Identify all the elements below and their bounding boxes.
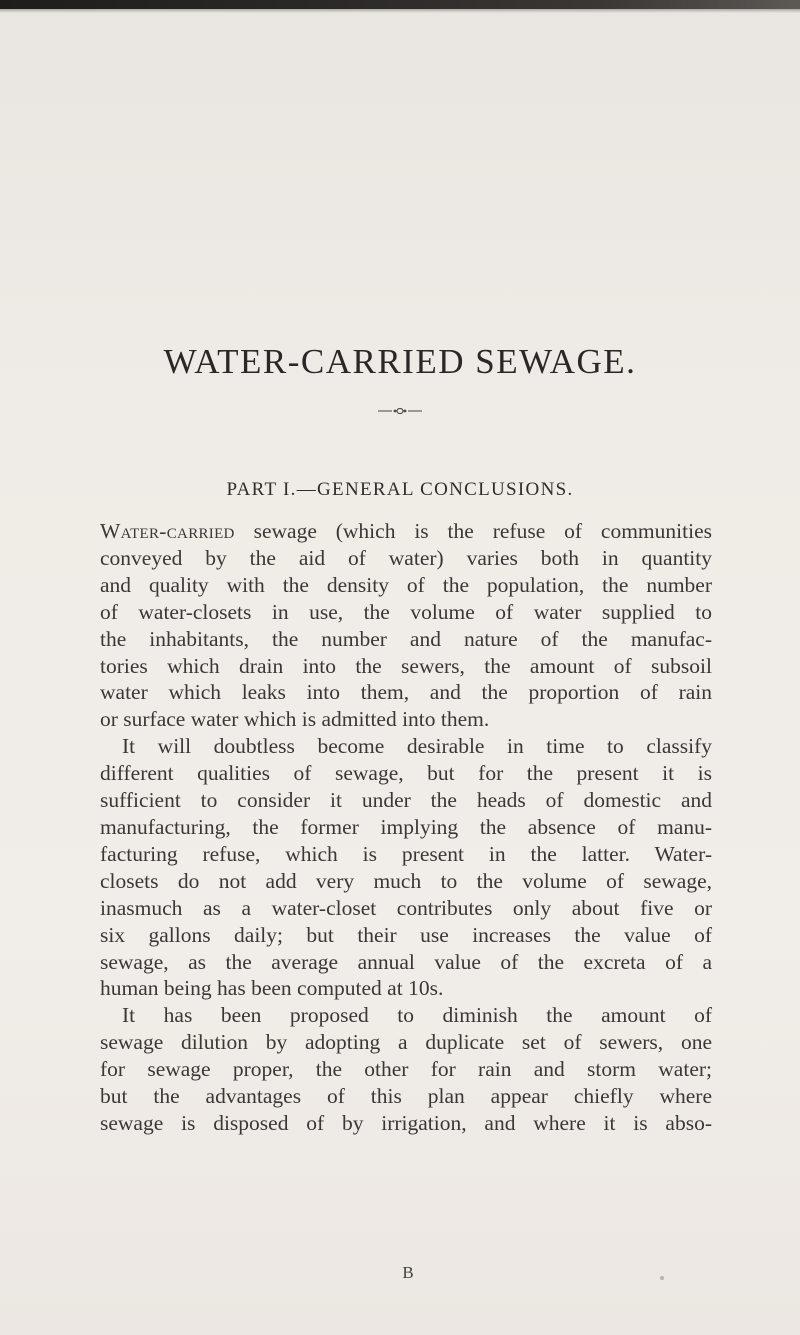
part-heading: PART I.—GENERAL CONCLUSIONS.: [226, 479, 574, 500]
text-line: inasmuch as a water-closet contributes only about five or: [100, 895, 712, 920]
text-line: of water-closets in use, the volume of water supplied to: [100, 599, 712, 624]
lead-smallcaps: Water-carried: [100, 519, 235, 543]
text-line: but the advantages of this plan appear chiefly where: [100, 1084, 712, 1109]
text-line: different qualities of sewage, but for the present it is: [100, 761, 712, 786]
paper-speck: [660, 1276, 664, 1280]
text-line: Water-carried sewage (which is the refuse of communities: [100, 519, 712, 543]
text-line: It has been proposed to diminish the amount of: [122, 1003, 712, 1028]
paragraph-3: [100, 1002, 712, 1137]
text-line: human being has been computed at 10s.: [100, 976, 444, 1001]
text-line: sufficient to consider it under the heads of domestic and: [100, 788, 712, 813]
page-top-edge: [0, 0, 800, 9]
text-line: six gallons daily; but their use increases the value of: [100, 922, 712, 947]
text-line: water which leaks into them, and the proportion of rain: [100, 680, 712, 705]
body-text: [100, 518, 712, 1137]
text-line: facturing refuse, which is present in the latter. Water-: [100, 841, 712, 866]
text-line: closets do not add very much to the volume of sewage,: [100, 868, 712, 893]
signature-mark: B: [402, 1263, 414, 1282]
text-line: manufacturing, the former implying the absence of manu-: [100, 814, 712, 839]
text-line: sewage dilution by adopting a duplicate set of sewers, one: [100, 1030, 712, 1055]
text-line: sewage is disposed of by irrigation, and where it is abso-: [100, 1110, 712, 1135]
document-title: WATER-CARRIED SEWAGE.: [163, 342, 637, 381]
text-line: the inhabitants, the number and nature of the manufac-: [100, 626, 712, 651]
text-line: tories which drain into the sewers, the amount of subsoil: [100, 653, 712, 678]
page-top-shadow: [0, 9, 800, 13]
paragraph-1: [100, 518, 712, 733]
text-line: conveyed by the aid of water) varies both in quantity: [100, 545, 712, 570]
text-line: sewage, as the average annual value of the excreta of a: [100, 949, 712, 974]
text-line: or surface water which is admitted into them.: [100, 707, 490, 732]
text-line: and quality with the density of the population, the number: [100, 572, 712, 597]
text-line: It will doubtless become desirable in time to classify: [122, 734, 712, 759]
text-line: for sewage proper, the other for rain and storm water;: [100, 1057, 712, 1082]
paragraph-2: [100, 733, 712, 1002]
ornament-divider-icon: [375, 406, 425, 416]
